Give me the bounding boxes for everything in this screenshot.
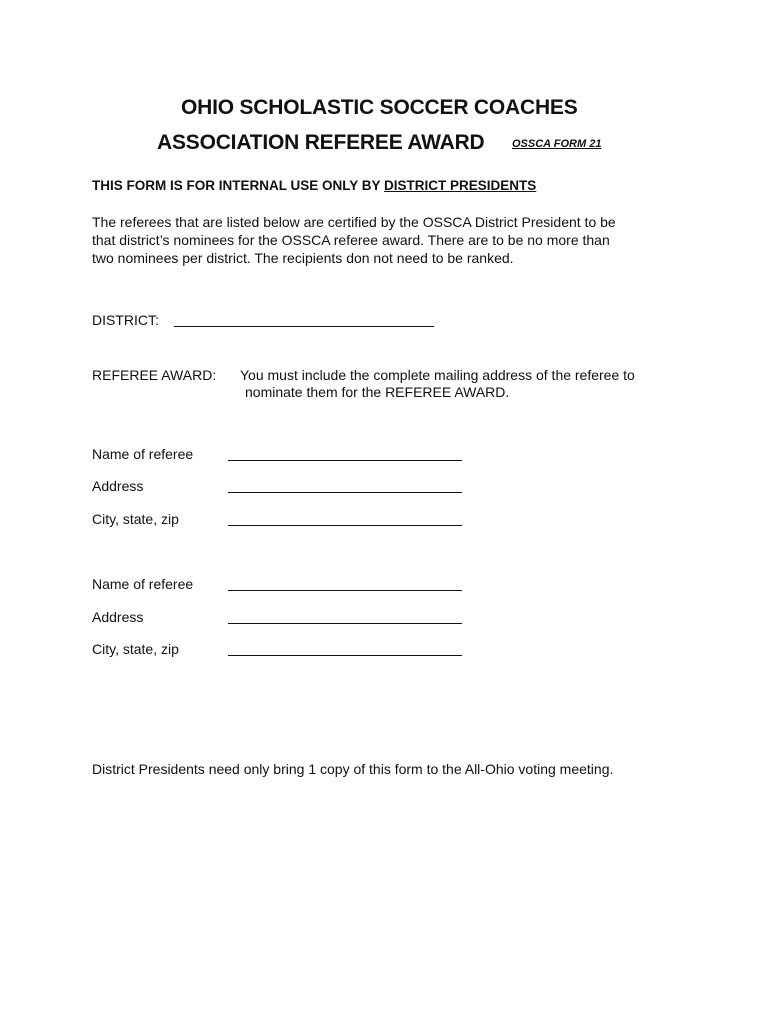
district-field[interactable] [174,326,434,327]
intro-line2: that district’s nominees for the OSSCA referee award. There are to be no more than [92,232,610,248]
page-title-line1: OHIO SCHOLASTIC SOCCER COACHES [181,96,578,119]
referee-name-field[interactable] [228,460,462,461]
internal-use-notice [92,178,536,193]
address-field[interactable] [228,623,462,624]
notice-emphasis: DISTRICT PRESIDENTS [384,178,537,193]
intro-line3: two nominees per district. The recipients don not need to be ranked. [92,250,514,266]
referee-name-field[interactable] [228,590,462,591]
intro-line1: The referees that are listed below are certified by the OSSCA District President to be [92,214,616,230]
referee-name-label: Name of referee [92,576,194,592]
page-title-line2: ASSOCIATION REFEREE AWARD [157,131,485,154]
notice-prefix: THIS FORM IS FOR INTERNAL USE ONLY BY [92,178,385,193]
address-field[interactable] [228,492,462,493]
address-label: Address [92,478,144,494]
referee-name-label: Name of referee [92,446,194,462]
footer-note: District Presidents need only bring 1 copy of this form to the All-Ohio voting meeting. [92,761,614,777]
referee-award-instruction-line1: You must include the complete mailing address of the referee to [240,367,635,383]
city-state-zip-label: City, state, zip [92,641,179,657]
city-state-zip-field[interactable] [228,655,462,656]
address-label: Address [92,609,144,625]
city-state-zip-field[interactable] [228,525,462,526]
form-number: OSSCA FORM 21 [512,138,602,150]
city-state-zip-label: City, state, zip [92,511,179,527]
district-label: DISTRICT: [92,312,159,328]
referee-award-instruction-line2: nominate them for the REFEREE AWARD. [245,384,510,400]
referee-award-label: REFEREE AWARD: [92,367,217,383]
